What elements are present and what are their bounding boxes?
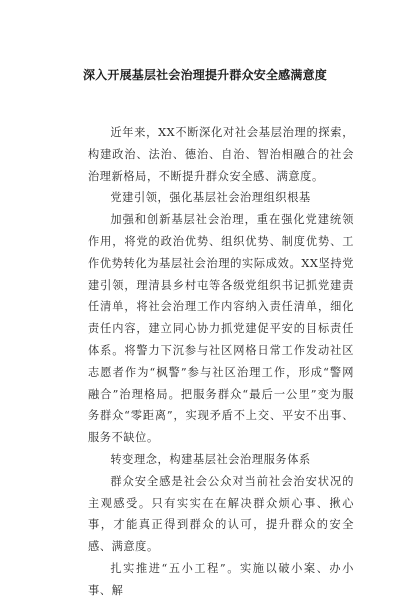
paragraph-party-building: 加强和创新基层社会治理，重在强化党建统领作用，将党的政治优势、组织优势、制度优势、工作优势转化为基层社会治理的实际成效。XX坚持党建引领，理清县乡村屯等各级党组织书记抓党建责任清单，将社会治理工作内容纳入责任清单，细化责任内容，建立同心协力抓党建促平安的目标责任体系。将警力下沉参与社区网格日常工作发动社区志愿者作为“枫警”参与社区治理工作，形成“警网融合”治理格局。把服务群众“最后一公里”变为服务群众“零距离”，实现矛盾不上交、平安不出事、服务不缺位。	[88, 213, 354, 445]
paragraph-five-small-projects: 扎实推进“五小工程”。实施以破小案、办小事、解	[88, 561, 354, 597]
section-heading-party-building: 党建引领，强化基层社会治理组织根基	[110, 191, 311, 205]
paragraph-intro: 近年来，XX不断深化对社会基层治理的探索，构建政治、法治、德治、自治、智治相融合的社会治理新格局，不断提升群众安全感、满意度。	[88, 126, 354, 183]
paragraph-security-feeling: 群众安全感是社会公众对当前社会治安状况的主观感受。只有实实在在解决群众烦心事、揪心事，才能真正得到群众的认可，提升群众的安全感、满意度。	[88, 474, 354, 554]
document-title: 深入开展基层社会治理提升群众安全感满意度	[82, 68, 327, 82]
section-heading-service-system: 转变理念，构建基层社会治理服务体系	[110, 452, 311, 466]
document-body	[88, 122, 354, 602]
